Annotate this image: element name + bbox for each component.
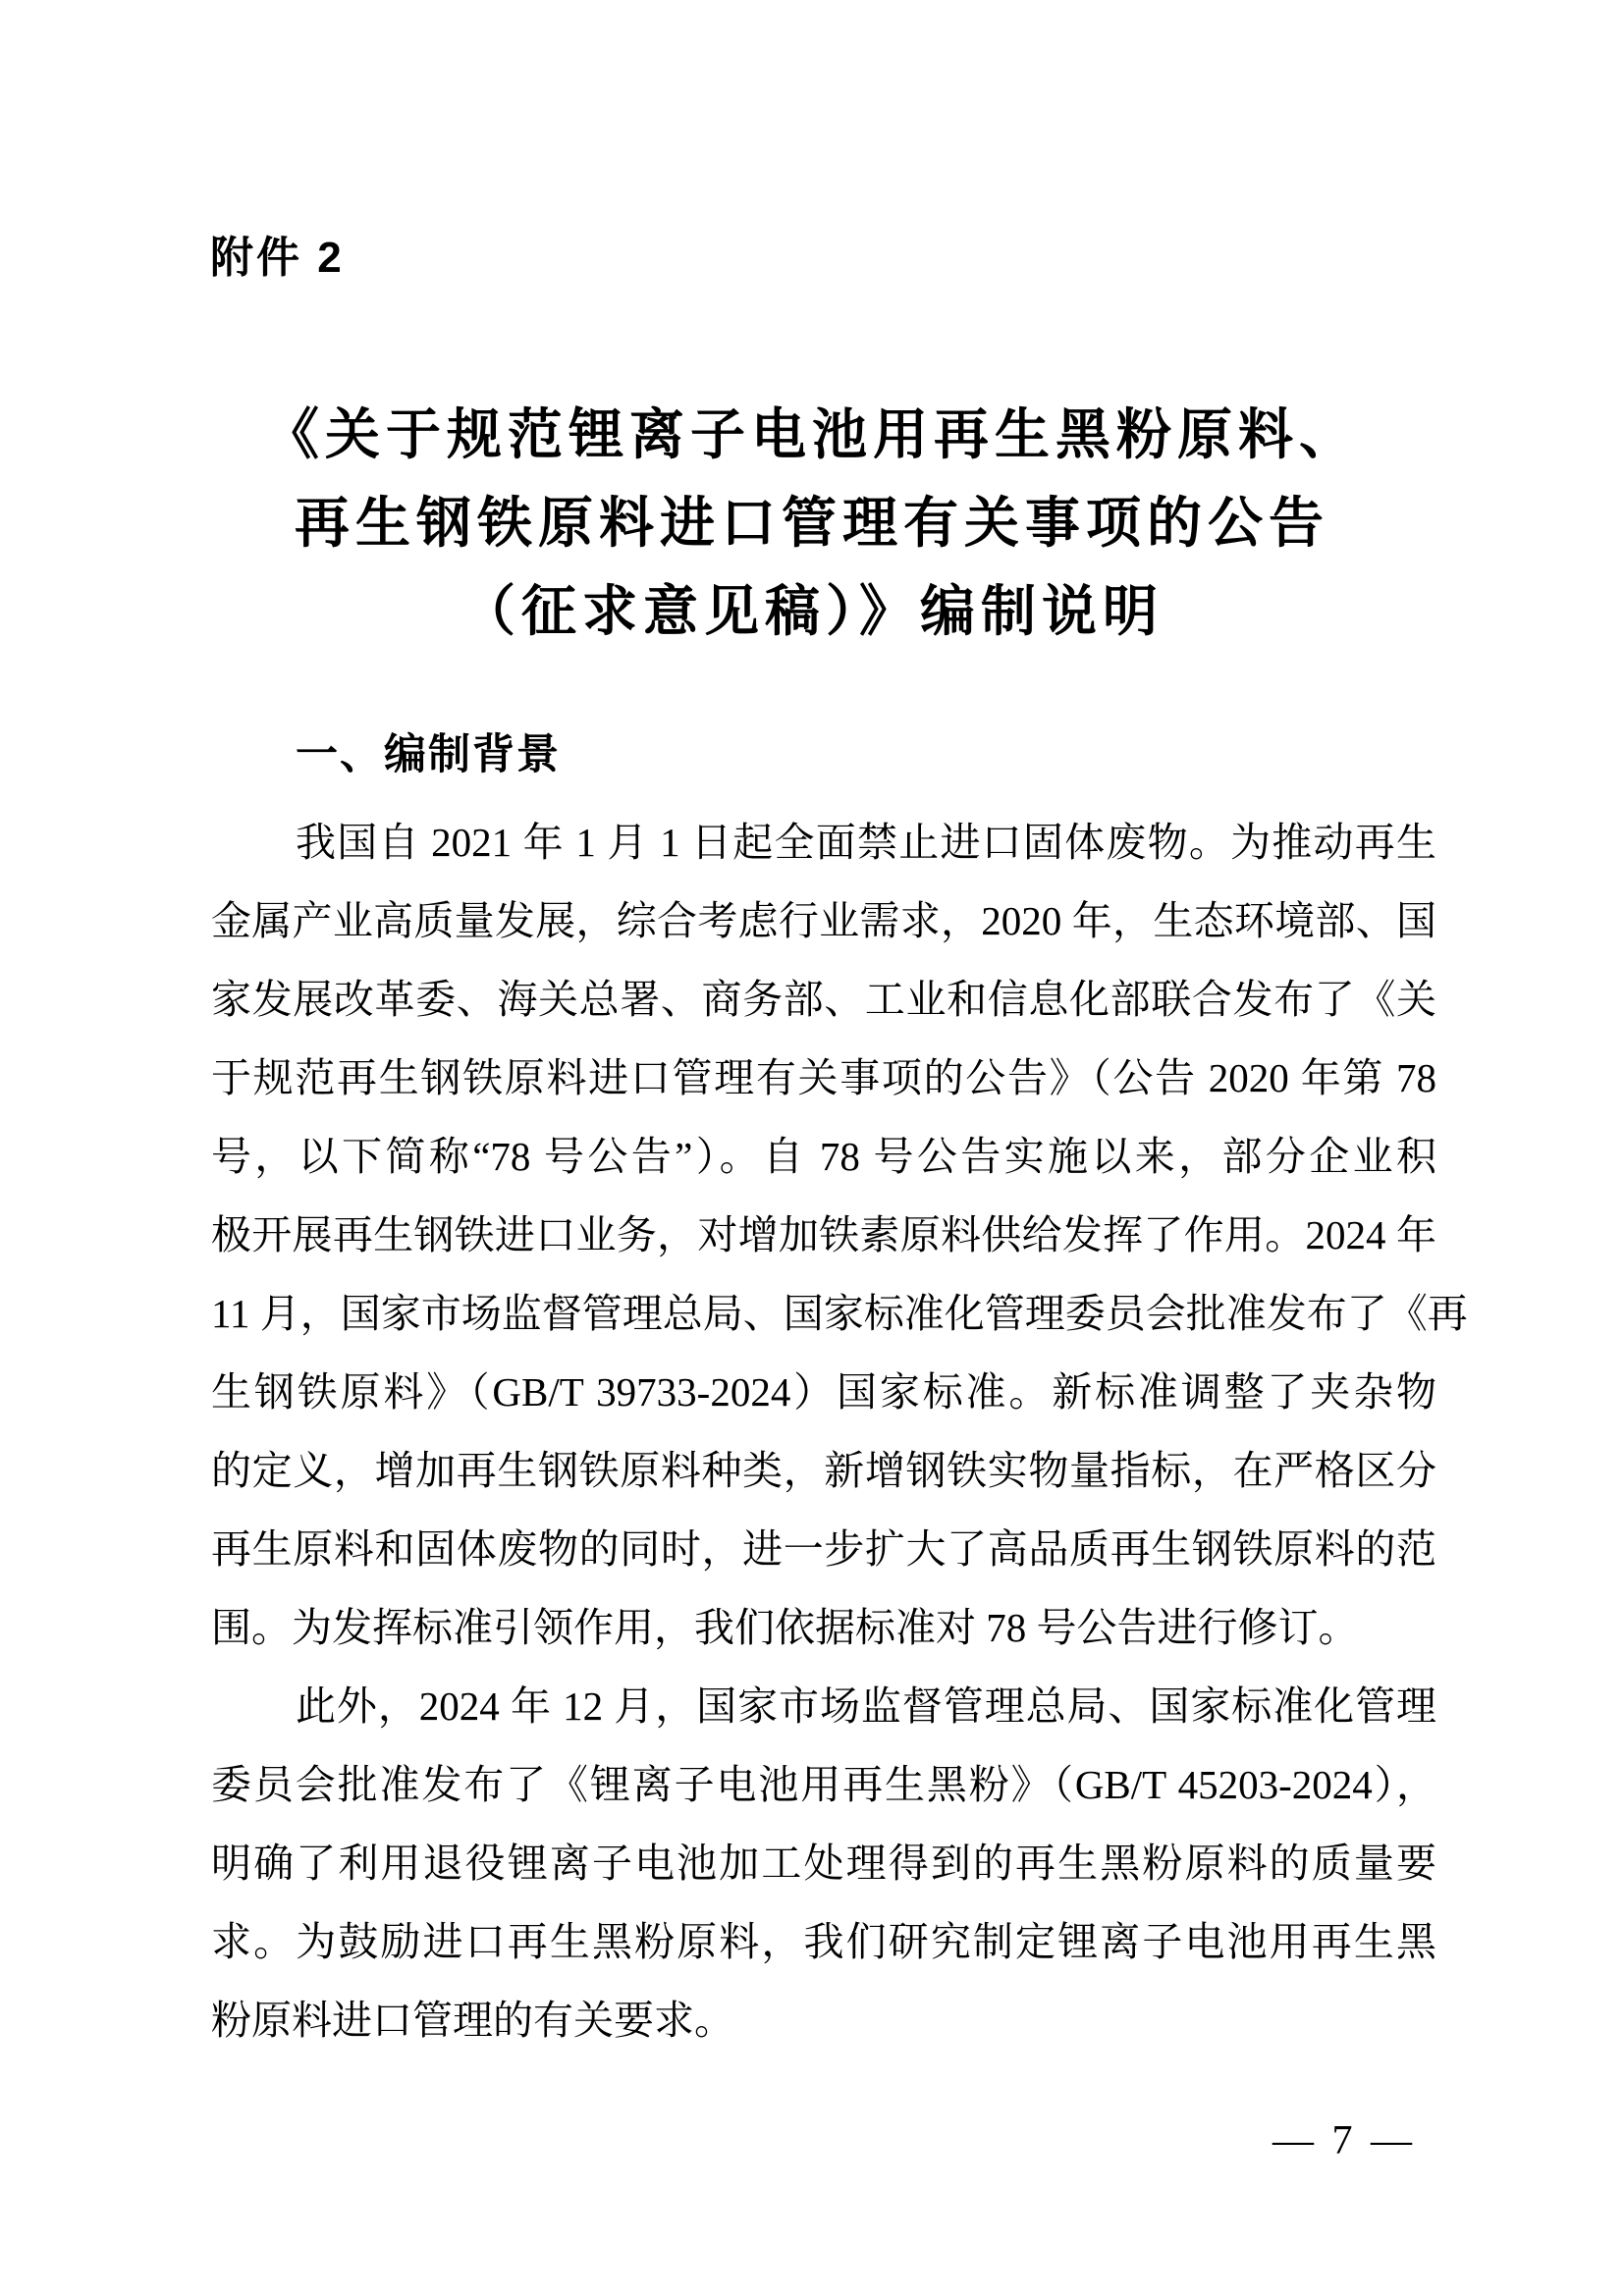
title-line-1: 《关于规范锂离子电池用再生黑粉原料、 [264, 403, 1360, 465]
body-text [211, 803, 1468, 2059]
body-line: 委员会批准发布了《锂离子电池用再生黑粉》（GB/T 45203-2024）， [211, 1762, 1436, 1807]
title-line-2: 再生钢铁原料进口管理有关事项的公告 [295, 492, 1329, 554]
title-line-3: （征求意见稿）》编制说明 [460, 580, 1164, 642]
body-line: 的定义，增加再生钢铁原料种类，新增钢铁实物量指标，在严格区分 [211, 1448, 1436, 1493]
document-title [0, 391, 1624, 656]
body-line: 再生原料和固体废物的同时，进一步扩大了高品质再生钢铁原料的范 [211, 1526, 1436, 1572]
body-line: 11 月，国家市场监督管理总局、国家标准化管理委员会批准发布了《再 [211, 1291, 1468, 1336]
attachment-label: 附件 2 [210, 234, 345, 282]
body-line: 明确了利用退役锂离子电池加工处理得到的再生黑粉原料的质量要 [211, 1841, 1436, 1886]
body-line: 家发展改革委、海关总署、商务部、工业和信息化部联合发布了《关 [211, 977, 1436, 1022]
body-line: 号，以下简称“78 号公告”）。自 78 号公告实施以来，部分企业积 [211, 1134, 1436, 1179]
section-heading: 一、编制背景 [296, 731, 561, 778]
body-line: 金属产业高质量发展，综合考虑行业需求，2020 年，生态环境部、国 [211, 898, 1436, 943]
body-line: 我国自 2021 年 1 月 1 日起全面禁止进口固体废物。为推动再生 [296, 820, 1436, 865]
page-number: — 7 — [1272, 2118, 1416, 2163]
body-line: 极开展再生钢铁进口业务，对增加铁素原料供给发挥了作用。2024 年 [211, 1212, 1436, 1257]
body-line: 求。为鼓励进口再生黑粉原料，我们研究制定锂离子电池用再生黑 [211, 1919, 1436, 1964]
body-line: 生钢铁原料》（GB/T 39733-2024）国家标准。新标准调整了夹杂物 [211, 1369, 1436, 1415]
body-line: 围。为发挥标准引领作用，我们依据标准对 78 号公告进行修订。 [211, 1605, 1359, 1650]
body-line: 此外，2024 年 12 月，国家市场监督管理总局、国家标准化管理 [296, 1683, 1436, 1729]
body-line: 粉原料进口管理的有关要求。 [211, 1998, 734, 2043]
body-line: 于规范再生钢铁原料进口管理有关事项的公告》（公告 2020 年第 78 [211, 1055, 1436, 1100]
